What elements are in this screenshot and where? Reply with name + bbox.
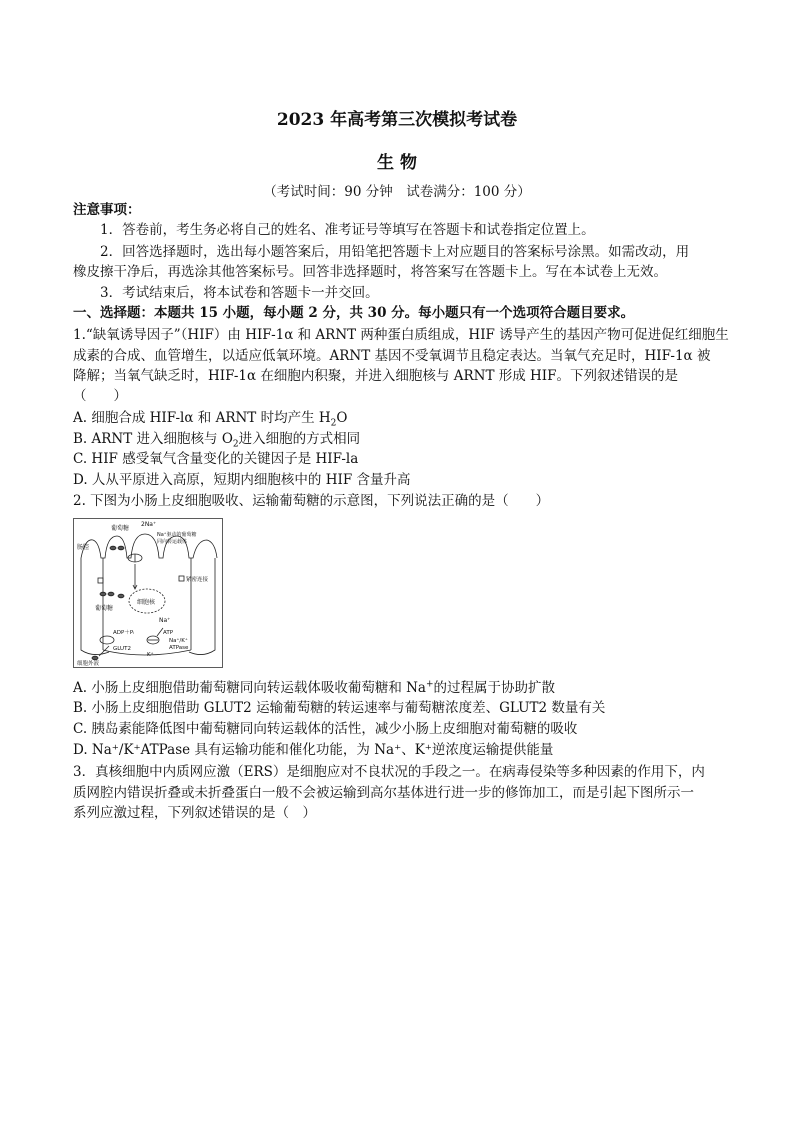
q2-stem: 2. 下图为小肠上皮细胞吸收、运输葡萄糖的示意图，下列说法正确的是（ ） bbox=[73, 493, 550, 509]
notice-item-1: 1．答卷前，考生务必将自己的姓名、准考证号等填写在答题卡和试卷指定位置上。 bbox=[100, 222, 595, 238]
fig-label-k: K⁺ bbox=[147, 652, 154, 658]
fig-label-2na: 2Na⁺ bbox=[141, 521, 157, 528]
fig-label-cotransporter-1: Na⁺驱动的葡萄糖 bbox=[157, 532, 197, 538]
q1-option-a: A. 细胞合成 HIF-lα 和 ARNT 时均产生 $H_2O$ bbox=[73, 410, 348, 429]
section-heading: 一、选择题：本题共 15 小题，每小题 2 分，共 30 分。每小题只有一个选项符合题目要求。 bbox=[73, 305, 635, 321]
q3-stem-line-1: 3．真核细胞中内质网应激（ERS）是细胞应对不良状况的手段之一。在病毒侵染等多种因素的作用下，内 bbox=[73, 764, 705, 780]
q3-stem-line-2: 质网腔内错误折叠或未折叠蛋白一般不会被运输到高尔基体进行进一步的修饰加工，而是引起下图所示一 bbox=[73, 785, 694, 801]
notice-item-2-line-1: 2．回答选择题时，选出每小题答案后，用铅笔把答题卡上对应题目的答案标号涂黑。如需改动，用 bbox=[100, 244, 690, 260]
subject-title: 生 物 bbox=[377, 153, 417, 173]
fig-label-nucleus: 细胞核 bbox=[137, 599, 156, 606]
notice-item-3: 3．考试结束后，将本试卷和答题卡一并交回。 bbox=[100, 285, 379, 301]
glucose-transport-figure bbox=[73, 518, 223, 668]
fig-label-adp: ADP＋Pᵢ bbox=[113, 630, 135, 636]
exam-info: （考试时间：90 分钟 试卷满分：100 分） bbox=[263, 184, 531, 200]
q1-option-c: C. HIF 感受氧气含量变化的关键因子是 HIF-la bbox=[73, 451, 359, 467]
notice-heading: 注意事项： bbox=[73, 202, 141, 218]
q2-option-c: C. 胰岛素能降低图中葡萄糖同向转运载体的活性，减少小肠上皮细胞对葡萄糖的吸收 bbox=[73, 721, 578, 737]
q2-option-a: A. 小肠上皮细胞借助葡萄糖同向转运载体吸收葡萄糖和 Na+的过程属于协助扩散 bbox=[73, 679, 556, 696]
fig-label-atpase: ATPase bbox=[169, 645, 189, 651]
fig-label-lumen: 肠腔 bbox=[77, 544, 90, 551]
q1-answer-bracket: （ ） bbox=[73, 388, 127, 404]
q2-option-b: B. 小肠上皮细胞借助 GLUT2 运输葡萄糖的转运速率与葡萄糖浓度差、GLUT2 数量有关 bbox=[73, 700, 606, 716]
q1-option-d: D. 人从平原进入高原，短期内细胞核中的 HIF 含量升高 bbox=[73, 472, 411, 488]
fig-label-cotransporter-2: 同向转运载体 bbox=[157, 539, 188, 545]
fig-label-tight-junction: 紧密连接 bbox=[186, 577, 209, 583]
q1-stem-line-1: 1.“缺氧诱导因子”（HIF）由 HIF-1α 和 ARNT 两种蛋白质组成，HIF 诱导产生的基因产物可促进促红细胞生 bbox=[73, 327, 729, 343]
q1-stem-line-2: 成素的合成、血管增生，以适应低氧环境。ARNT 基因不受氧调节且稳定表达。当氧气充足时，HIF-1α 被 bbox=[73, 348, 711, 364]
fig-label-glucose-top: 葡萄糖 bbox=[111, 525, 130, 532]
fig-label-na: Na⁺ bbox=[159, 617, 171, 624]
fig-label-nak: Na⁺/K⁺ bbox=[169, 638, 188, 644]
q1-option-b: B. ARNT 进入细胞核与 $O_2$进入细胞的方式相同 bbox=[73, 431, 361, 450]
fig-label-glut2: GLUT2 bbox=[113, 646, 131, 652]
q1-stem-line-3: 降解；当氧气缺乏时，HIF-1α 在细胞内积聚，并进入细胞核与 ARNT 形成 HIF。下列叙述错误的是 bbox=[73, 368, 679, 384]
fig-label-atp: ATP bbox=[163, 630, 174, 636]
q2-option-d: D. Na⁺/K⁺ATPase 具有运输功能和催化功能，为 Na⁺、K⁺逆浓度运输提供能量 bbox=[73, 742, 554, 758]
q3-stem-line-3: 系列应激过程，下列叙述错误的是（ ） bbox=[73, 805, 316, 821]
fig-label-extracellular: 细胞外液 bbox=[77, 661, 100, 667]
notice-item-2-line-2: 橡皮擦干净后，再选涂其他答案标号。回答非选择题时，将答案写在答题卡上。写在本试卷上无效。 bbox=[73, 264, 667, 280]
page-title: 2023 年高考第三次模拟考试卷 bbox=[276, 110, 518, 130]
fig-label-glucose-mid: 葡萄糖 bbox=[95, 605, 114, 612]
